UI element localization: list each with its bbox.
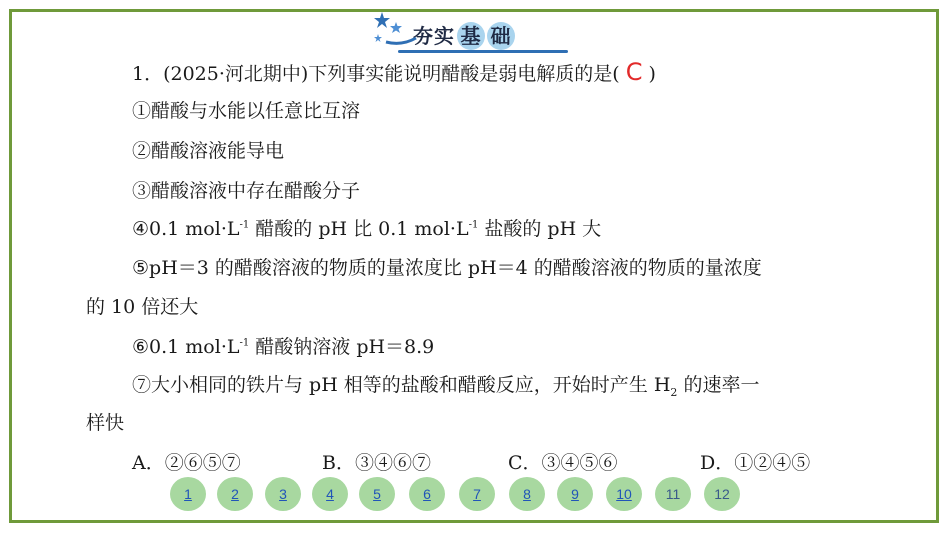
statement-5-line-2: 的 10 倍还大 — [86, 296, 199, 318]
s7-part-b: 的速率一 — [677, 374, 760, 396]
s6-part-a: ⑥0.1 mol·L — [132, 336, 240, 358]
title-badge-1: 基 — [457, 22, 485, 50]
page-link-2[interactable]: 2 — [217, 477, 253, 511]
statement-6 — [132, 332, 434, 359]
page-link-9[interactable]: 9 — [557, 477, 593, 511]
title-badge-2: 础 — [487, 22, 515, 50]
title-text: 夯实 — [413, 24, 455, 48]
s4-part-a: ④0.1 mol·L — [132, 218, 240, 240]
option-a[interactable]: A．②⑥⑤⑦ — [132, 452, 241, 474]
statement-4 — [132, 214, 601, 241]
section-title — [413, 20, 515, 50]
page-link-12[interactable]: 12 — [704, 477, 740, 511]
question-stem — [132, 58, 656, 86]
section-header — [368, 8, 568, 52]
s4-sup-2: -1 — [468, 219, 479, 231]
page-link-3[interactable]: 3 — [265, 477, 301, 511]
s4-sup: -1 — [239, 219, 250, 231]
page-link-1[interactable]: 1 — [170, 477, 206, 511]
page-link-8[interactable]: 8 — [509, 477, 545, 511]
title-underline — [398, 50, 568, 53]
statement-1: ①醋酸与水能以任意比互溶 — [132, 100, 361, 122]
statement-7-line-1 — [132, 370, 759, 399]
s6-part-b: 醋酸钠溶液 pH＝8.9 — [249, 336, 435, 358]
page-link-6[interactable]: 6 — [409, 477, 445, 511]
option-d[interactable]: D．①②④⑤ — [700, 452, 811, 474]
answer-mark: C — [625, 58, 643, 86]
page-link-7[interactable]: 7 — [459, 477, 495, 511]
statement-3: ③醋酸溶液中存在醋酸分子 — [132, 180, 361, 202]
page-link-5[interactable]: 5 — [359, 477, 395, 511]
s6-sup: -1 — [239, 337, 250, 349]
statement-2: ②醋酸溶液能导电 — [132, 140, 285, 162]
s7-part-a: ⑦大小相同的铁片与 pH 相等的盐酸和醋酸反应，开始时产生 H — [132, 374, 671, 396]
s7-sub: 2 — [670, 385, 678, 399]
stem-text: 1．(2025·河北期中)下列事实能说明醋酸是弱电解质的是( — [132, 63, 620, 85]
option-c[interactable]: C．③④⑤⑥ — [508, 452, 618, 474]
stars-icon — [368, 8, 418, 52]
page-link-10[interactable]: 10 — [606, 477, 642, 511]
s4-part-b: 醋酸的 pH 比 0.1 mol·L — [249, 218, 469, 240]
statement-5-line-1: ⑤pH＝3 的醋酸溶液的物质的量浓度比 pH＝4 的醋酸溶液的物质的量浓度 — [132, 257, 762, 279]
stem-close: ) — [648, 63, 656, 85]
page-link-4[interactable]: 4 — [312, 477, 348, 511]
option-b[interactable]: B．③④⑥⑦ — [322, 452, 431, 474]
s4-part-c: 盐酸的 pH 大 — [478, 218, 602, 240]
statement-7-line-2: 样快 — [86, 412, 125, 434]
page-link-11[interactable]: 11 — [655, 477, 691, 511]
